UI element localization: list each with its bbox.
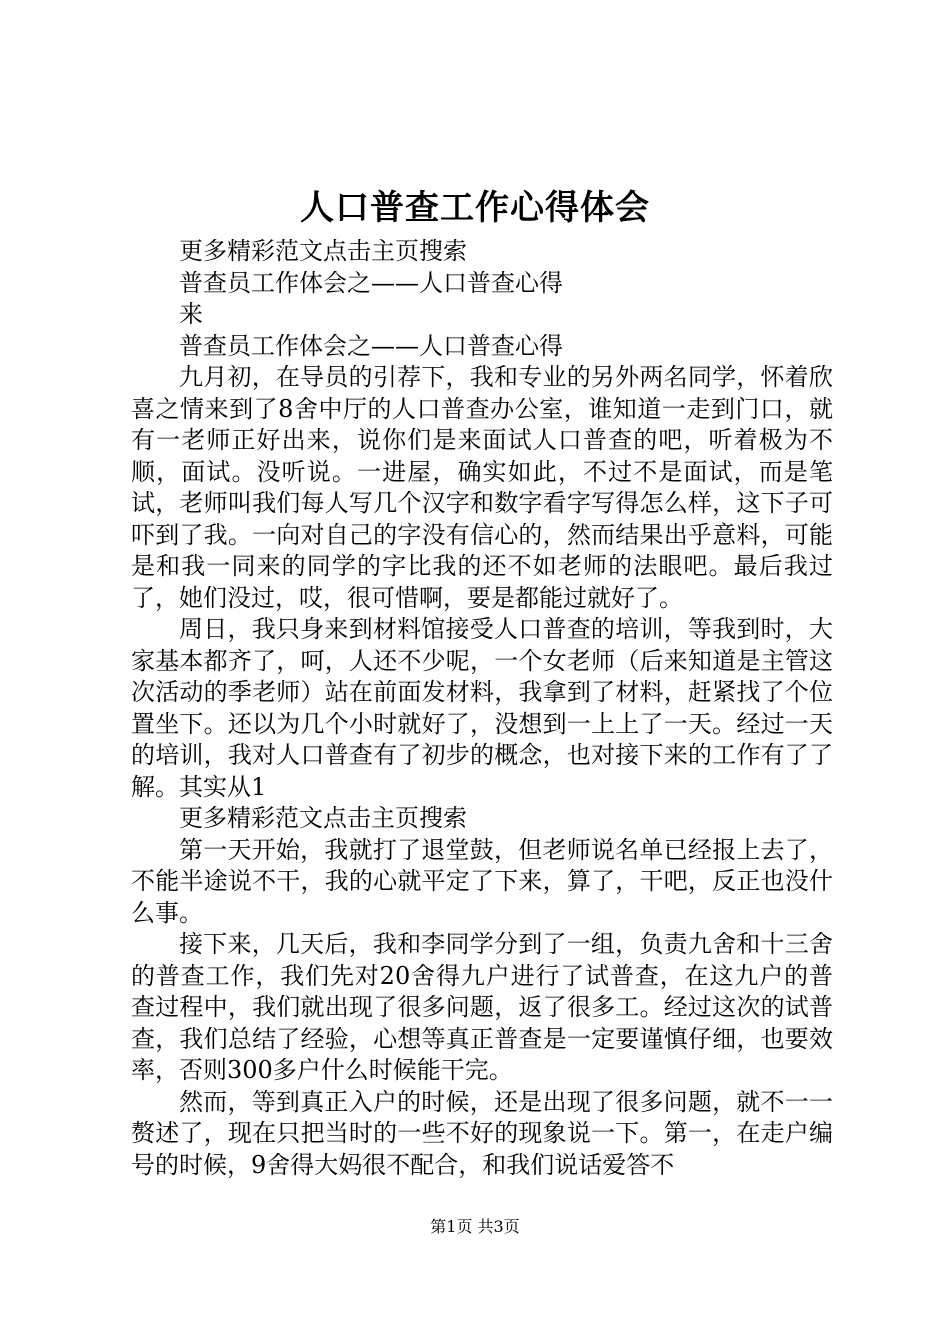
- paragraph-promo: 更多精彩范文点击主页搜索: [179, 804, 467, 832]
- paragraph-body: 周日，我只身来到材料馆接受人口普查的培训，等我到时，大家基本都齐了，呵，人还不少呢，一个女老师（后来知道是主管这次活动的季老师）站在前面发材料，我拿到了材料，赶紧找了个位置坐下。还以为几个小时就好了，没想到一上上了一天。经过一天的培训，我对人口普查有了初步的概念，也对接下来的工作有了了解。其实从1: [131, 615, 833, 801]
- document-body: [131, 236, 833, 1181]
- paragraph-source: 来: [179, 300, 203, 328]
- paragraph-body: 第一天开始，我就打了退堂鼓，但老师说名单已经报上去了，不能半途说不干，我的心就平定了下来，算了，干吧，反正也没什么事。: [131, 835, 833, 927]
- paragraph-body: 然而，等到真正入户的时候，还是出现了很多问题，就不一一赘述了，现在只把当时的一些不好的现象说一下。第一，在走户编号的时候，9舍得大妈很不配合，和我们说话爱答不: [131, 1087, 833, 1179]
- paragraph-body: 接下来，几天后，我和李同学分到了一组，负责九舍和十三舍的普查工作，我们先对20舍得九户进行了试普查，在这九户的普查过程中，我们就出现了很多问题，返了很多工。经过这次的试普查，我们总结了经验，心想等真正普查是一定要谨慎仔细，也要效率，否则300多户什么时候能干完。: [131, 930, 833, 1084]
- document-title: 人口普查工作心得体会: [300, 188, 650, 228]
- paragraph-body: 九月初，在导员的引荐下，我和专业的另外两名同学，怀着欣喜之情来到了8舍中厅的人口普查办公室，谁知道一走到门口，就有一老师正好出来，说你们是来面试人口普查的吧，听着极为不顺，面试。没听说。一进屋，确实如此，不过不是面试，而是笔试，老师叫我们每人写几个汉字和数字看字写得怎么样，这下子可吓到了我。一向对自己的字没有信心的，然而结果出乎意料，可能是和我一同来的同学的字比我的还不如老师的法眼吧。最后我过了，她们没过，哎，很可惜啊，要是都能过就好了。: [131, 363, 833, 612]
- page-footer: 第1页 共3页: [430, 1217, 520, 1236]
- paragraph-promo: 更多精彩范文点击主页搜索: [179, 237, 467, 265]
- paragraph-subtitle-repeat: 普查员工作体会之——人口普查心得: [179, 331, 563, 360]
- paragraph-subtitle: 普查员工作体会之——人口普查心得: [179, 268, 563, 297]
